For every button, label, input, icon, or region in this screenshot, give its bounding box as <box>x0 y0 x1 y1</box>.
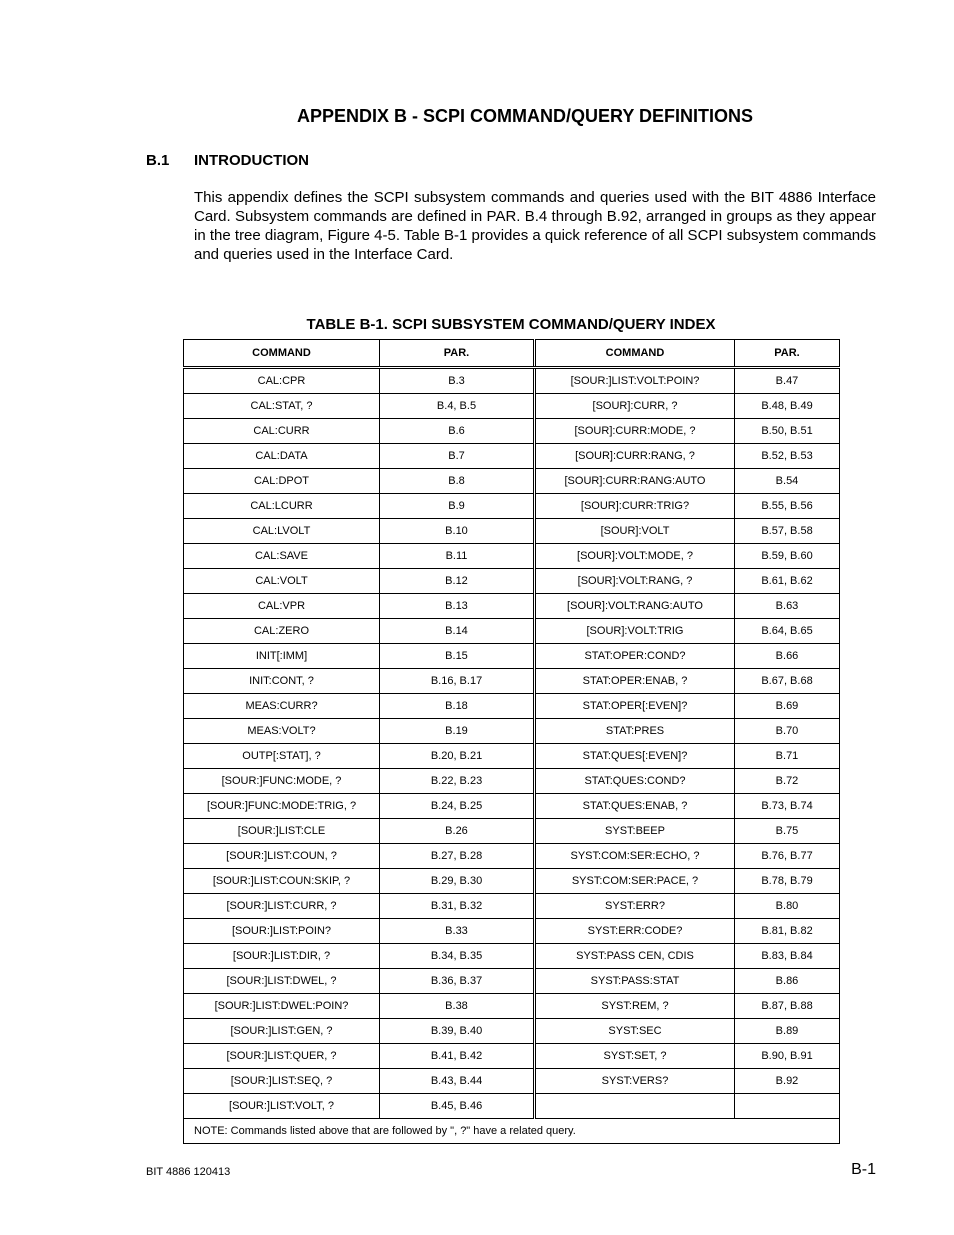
section-title: INTRODUCTION <box>194 152 309 169</box>
table-row <box>184 594 840 619</box>
cell-par-left: B.8 <box>380 469 535 494</box>
cell-par-right: B.90, B.91 <box>735 1044 840 1069</box>
cell-par-left: B.34, B.35 <box>380 944 535 969</box>
table-row <box>184 619 840 644</box>
cell-command-left: [SOUR:]FUNC:MODE, ? <box>184 769 380 794</box>
cell-par-right: B.81, B.82 <box>735 919 840 944</box>
cell-par-left: B.27, B.28 <box>380 844 535 869</box>
cell-par-right: B.52, B.53 <box>735 444 840 469</box>
table-row <box>184 1069 840 1094</box>
table-row <box>184 944 840 969</box>
header-command-left: COMMAND <box>184 340 380 368</box>
cell-par-left: B.6 <box>380 419 535 444</box>
cell-par-right: B.80 <box>735 894 840 919</box>
table-row <box>184 819 840 844</box>
cell-command-right: [SOUR]:CURR:TRIG? <box>535 494 735 519</box>
cell-command-left: MEAS:VOLT? <box>184 719 380 744</box>
cell-par-left: B.43, B.44 <box>380 1069 535 1094</box>
cell-par-right: B.63 <box>735 594 840 619</box>
table-row <box>184 394 840 419</box>
table-row <box>184 544 840 569</box>
cell-command-right: SYST:ERR:CODE? <box>535 919 735 944</box>
table-row <box>184 368 840 394</box>
cell-par-left: B.9 <box>380 494 535 519</box>
cell-command-left: [SOUR:]LIST:DWEL:POIN? <box>184 994 380 1019</box>
cell-command-left: CAL:LCURR <box>184 494 380 519</box>
cell-par-right: B.48, B.49 <box>735 394 840 419</box>
cell-par-right: B.61, B.62 <box>735 569 840 594</box>
cell-command-right: [SOUR]:CURR:RANG:AUTO <box>535 469 735 494</box>
cell-command-right: SYST:PASS CEN, CDIS <box>535 944 735 969</box>
cell-command-right: [SOUR]:VOLT:TRIG <box>535 619 735 644</box>
cell-command-left: [SOUR:]LIST:CLE <box>184 819 380 844</box>
cell-command-right: [SOUR:]LIST:VOLT:POIN? <box>535 368 735 394</box>
cell-command-right: SYST:VERS? <box>535 1069 735 1094</box>
cell-par-right: B.86 <box>735 969 840 994</box>
table-row <box>184 444 840 469</box>
table-row <box>184 994 840 1019</box>
cell-command-left: [SOUR:]LIST:COUN, ? <box>184 844 380 869</box>
cell-par-left: B.24, B.25 <box>380 794 535 819</box>
cell-command-right: [SOUR]:VOLT:RANG:AUTO <box>535 594 735 619</box>
command-index-table <box>183 339 840 1144</box>
footer-page-number: B-1 <box>851 1161 876 1178</box>
cell-par-right: B.83, B.84 <box>735 944 840 969</box>
table-row <box>184 844 840 869</box>
table-row <box>184 669 840 694</box>
cell-command-left: [SOUR:]LIST:CURR, ? <box>184 894 380 919</box>
cell-command-right: [SOUR]:VOLT:MODE, ? <box>535 544 735 569</box>
cell-par-left: B.4, B.5 <box>380 394 535 419</box>
cell-command-left: [SOUR:]LIST:POIN? <box>184 919 380 944</box>
table-note: NOTE: Commands listed above that are followed by ", ?" have a related query. <box>184 1119 840 1144</box>
cell-par-right: B.64, B.65 <box>735 619 840 644</box>
cell-command-left: INIT[:IMM] <box>184 644 380 669</box>
cell-command-left: [SOUR:]LIST:COUN:SKIP, ? <box>184 869 380 894</box>
cell-par-left: B.36, B.37 <box>380 969 535 994</box>
table-row <box>184 1094 840 1119</box>
cell-par-left: B.45, B.46 <box>380 1094 535 1119</box>
cell-command-left: [SOUR:]FUNC:MODE:TRIG, ? <box>184 794 380 819</box>
cell-par-right: B.92 <box>735 1069 840 1094</box>
table-row <box>184 919 840 944</box>
cell-par-left: B.14 <box>380 619 535 644</box>
cell-command-right: [SOUR]:VOLT:RANG, ? <box>535 569 735 594</box>
cell-par-left: B.38 <box>380 994 535 1019</box>
cell-par-right: B.47 <box>735 368 840 394</box>
cell-command-left: OUTP[:STAT], ? <box>184 744 380 769</box>
cell-par-left: B.15 <box>380 644 535 669</box>
cell-par-right: B.75 <box>735 819 840 844</box>
header-par-left: PAR. <box>380 340 535 368</box>
cell-command-right: [SOUR]:CURR, ? <box>535 394 735 419</box>
section-number: B.1 <box>146 152 170 169</box>
cell-par-left: B.41, B.42 <box>380 1044 535 1069</box>
cell-command-right: SYST:BEEP <box>535 819 735 844</box>
cell-command-left: CAL:DPOT <box>184 469 380 494</box>
cell-par-left: B.7 <box>380 444 535 469</box>
cell-command-left: CAL:CPR <box>184 368 380 394</box>
cell-command-left: CAL:STAT, ? <box>184 394 380 419</box>
cell-par-right: B.76, B.77 <box>735 844 840 869</box>
cell-command-right: STAT:OPER:COND? <box>535 644 735 669</box>
table-row <box>184 494 840 519</box>
table-row <box>184 569 840 594</box>
cell-par-left: B.29, B.30 <box>380 869 535 894</box>
cell-command-left: [SOUR:]LIST:DIR, ? <box>184 944 380 969</box>
table-row <box>184 469 840 494</box>
cell-command-left: CAL:SAVE <box>184 544 380 569</box>
cell-par-left: B.11 <box>380 544 535 569</box>
cell-command-left: INIT:CONT, ? <box>184 669 380 694</box>
table-row <box>184 794 840 819</box>
cell-par-right: B.72 <box>735 769 840 794</box>
cell-command-right: SYST:PASS:STAT <box>535 969 735 994</box>
cell-par-left: B.10 <box>380 519 535 544</box>
cell-par-right: B.73, B.74 <box>735 794 840 819</box>
cell-par-right: B.87, B.88 <box>735 994 840 1019</box>
cell-command-right: SYST:SEC <box>535 1019 735 1044</box>
cell-command-left: [SOUR:]LIST:VOLT, ? <box>184 1094 380 1119</box>
cell-par-left: B.22, B.23 <box>380 769 535 794</box>
cell-command-right: SYST:ERR? <box>535 894 735 919</box>
cell-par-right <box>735 1094 840 1119</box>
table-row <box>184 644 840 669</box>
table-row <box>184 694 840 719</box>
cell-par-left: B.16, B.17 <box>380 669 535 694</box>
cell-par-left: B.31, B.32 <box>380 894 535 919</box>
cell-par-left: B.20, B.21 <box>380 744 535 769</box>
table-row <box>184 419 840 444</box>
cell-command-right: STAT:QUES:COND? <box>535 769 735 794</box>
cell-par-left: B.19 <box>380 719 535 744</box>
cell-command-left: [SOUR:]LIST:QUER, ? <box>184 1044 380 1069</box>
table-row <box>184 519 840 544</box>
cell-command-right: STAT:OPER[:EVEN]? <box>535 694 735 719</box>
cell-par-right: B.78, B.79 <box>735 869 840 894</box>
cell-command-left: [SOUR:]LIST:DWEL, ? <box>184 969 380 994</box>
cell-par-right: B.69 <box>735 694 840 719</box>
cell-par-right: B.71 <box>735 744 840 769</box>
cell-command-right: STAT:QUES:ENAB, ? <box>535 794 735 819</box>
cell-command-right: SYST:SET, ? <box>535 1044 735 1069</box>
cell-par-left: B.3 <box>380 368 535 394</box>
table-row <box>184 769 840 794</box>
table-row <box>184 894 840 919</box>
cell-command-right: SYST:REM, ? <box>535 994 735 1019</box>
cell-command-left: CAL:VPR <box>184 594 380 619</box>
cell-par-right: B.55, B.56 <box>735 494 840 519</box>
cell-command-left: CAL:DATA <box>184 444 380 469</box>
cell-command-right: [SOUR]:CURR:RANG, ? <box>535 444 735 469</box>
table-row <box>184 969 840 994</box>
cell-par-left: B.18 <box>380 694 535 719</box>
cell-command-right: [SOUR]:CURR:MODE, ? <box>535 419 735 444</box>
table-row <box>184 1044 840 1069</box>
table-row <box>184 719 840 744</box>
cell-command-right: SYST:COM:SER:ECHO, ? <box>535 844 735 869</box>
header-par-right: PAR. <box>735 340 840 368</box>
header-command-right: COMMAND <box>535 340 735 368</box>
cell-command-right: STAT:QUES[:EVEN]? <box>535 744 735 769</box>
cell-command-left: CAL:CURR <box>184 419 380 444</box>
cell-command-right: SYST:COM:SER:PACE, ? <box>535 869 735 894</box>
cell-par-right: B.50, B.51 <box>735 419 840 444</box>
cell-par-right: B.59, B.60 <box>735 544 840 569</box>
cell-command-right: STAT:OPER:ENAB, ? <box>535 669 735 694</box>
cell-command-left: MEAS:CURR? <box>184 694 380 719</box>
cell-par-left: B.13 <box>380 594 535 619</box>
cell-command-left: CAL:LVOLT <box>184 519 380 544</box>
appendix-title: APPENDIX B - SCPI COMMAND/QUERY DEFINITIONS <box>296 106 754 126</box>
footer-doc-id: BIT 4886 120413 <box>146 1166 231 1178</box>
table-header-row <box>184 340 840 368</box>
cell-par-left: B.12 <box>380 569 535 594</box>
table-title: TABLE B-1. SCPI SUBSYSTEM COMMAND/QUERY INDEX <box>306 316 716 333</box>
cell-par-left: B.39, B.40 <box>380 1019 535 1044</box>
cell-command-right <box>535 1094 735 1119</box>
cell-command-left: [SOUR:]LIST:GEN, ? <box>184 1019 380 1044</box>
cell-par-right: B.67, B.68 <box>735 669 840 694</box>
cell-par-right: B.70 <box>735 719 840 744</box>
cell-par-left: B.33 <box>380 919 535 944</box>
cell-command-right: STAT:PRES <box>535 719 735 744</box>
table-note-row <box>184 1119 840 1144</box>
table-row <box>184 1019 840 1044</box>
cell-command-left: CAL:ZERO <box>184 619 380 644</box>
cell-command-left: CAL:VOLT <box>184 569 380 594</box>
intro-paragraph: This appendix defines the SCPI subsystem commands and queries used with the BIT 4886 Interface Card. Subsystem commands are defined in PAR. B.4 through B.92, arranged in groups as they appear in the tree diagram, Figure 4-5. Table B-1 provides a quick reference of all SCPI subsystem commands and queries used in the Interface Card. <box>194 189 876 263</box>
cell-par-right: B.89 <box>735 1019 840 1044</box>
cell-par-right: B.54 <box>735 469 840 494</box>
table-row <box>184 744 840 769</box>
cell-par-left: B.26 <box>380 819 535 844</box>
table-row <box>184 869 840 894</box>
cell-command-right: [SOUR]:VOLT <box>535 519 735 544</box>
cell-par-right: B.66 <box>735 644 840 669</box>
cell-command-left: [SOUR:]LIST:SEQ, ? <box>184 1069 380 1094</box>
cell-par-right: B.57, B.58 <box>735 519 840 544</box>
